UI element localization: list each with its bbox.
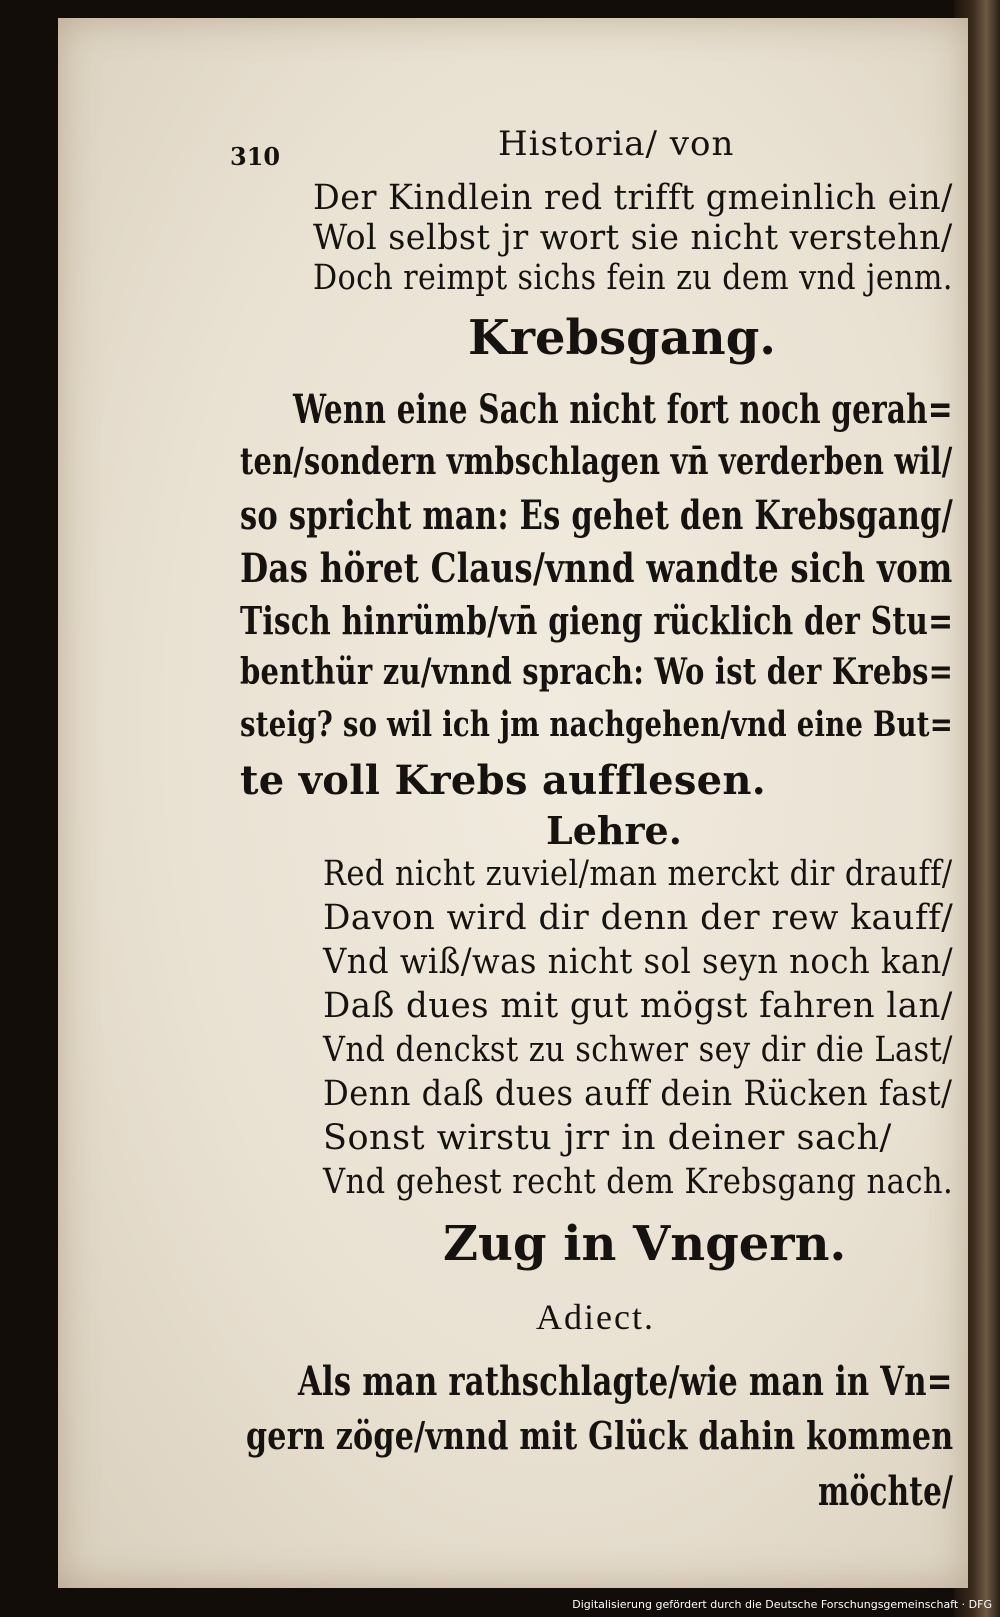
prose-line: so spricht man: Es gehet den Krebsgang/ [240, 492, 954, 539]
lehre-line: Vnd gehest recht dem Krebsgang nach. [323, 1162, 954, 1202]
book-page [58, 18, 968, 1588]
digitization-credit: Digitalisierung gefördert durch die Deutsche Forschungsgemeinschaft · DFG [572, 1598, 992, 1611]
prose-line: steig? so wil ich jm nachgehen/vnd eine But= [240, 704, 954, 745]
prose-line: Als man rathschlagte/wie man in Vn= [298, 1358, 953, 1405]
lehre-line: Vnd denckst zu schwer sey dir die Last/ [323, 1030, 953, 1070]
lehre-line: Red nicht zuviel/man merckt dir drauff/ [323, 854, 953, 894]
lehre-line: Sonst wirstu jrr in deiner sach/ [323, 1118, 892, 1158]
section-heading: Krebsgang. [468, 310, 776, 366]
prose-line: Das höret Claus/vnnd wandte sich vom [240, 545, 953, 592]
verse-line: Wol selbst jr wort sie nicht verstehn/ [313, 218, 953, 258]
prose-line: möchte/ [818, 1468, 954, 1515]
prose-line: ten/sondern vmbschlagen vn̄ verderben wil/ [240, 439, 953, 483]
section-subheading: Adiect. [536, 1297, 655, 1337]
prose-line: Tisch hinrümb/vn̄ gieng rücklich der Stu= [240, 598, 954, 643]
lehre-line: Daß dues mit gut mögst fahren lan/ [323, 986, 953, 1026]
lehre-line: Davon wird dir denn der rew kauff/ [323, 898, 954, 938]
page-content [58, 18, 968, 1588]
prose-line: benthür zu/vnnd sprach: Wo ist der Krebs= [240, 651, 954, 693]
running-head: Historia/ von [498, 124, 735, 164]
lehre-line: Denn daß dues auff dein Rücken fast/ [323, 1074, 953, 1114]
verse-line: Der Kindlein red trifft gmeinlich ein/ [313, 178, 953, 218]
lehre-line: Vnd wiß/was nicht sol seyn noch kan/ [323, 942, 954, 982]
prose-line: gern zöge/vnnd mit Glück dahin kommen [246, 1413, 954, 1458]
section-heading: Zug in Vngern. [443, 1216, 847, 1272]
verse-line: Doch reimpt sichs fein zu dem vnd jenm. [313, 258, 953, 298]
prose-line: te voll Krebs aufflesen. [240, 757, 767, 804]
page-number: 310 [230, 142, 281, 171]
lehre-heading: Lehre. [546, 808, 682, 853]
prose-line: Wenn eine Sach nicht fort noch gerah= [293, 386, 953, 433]
